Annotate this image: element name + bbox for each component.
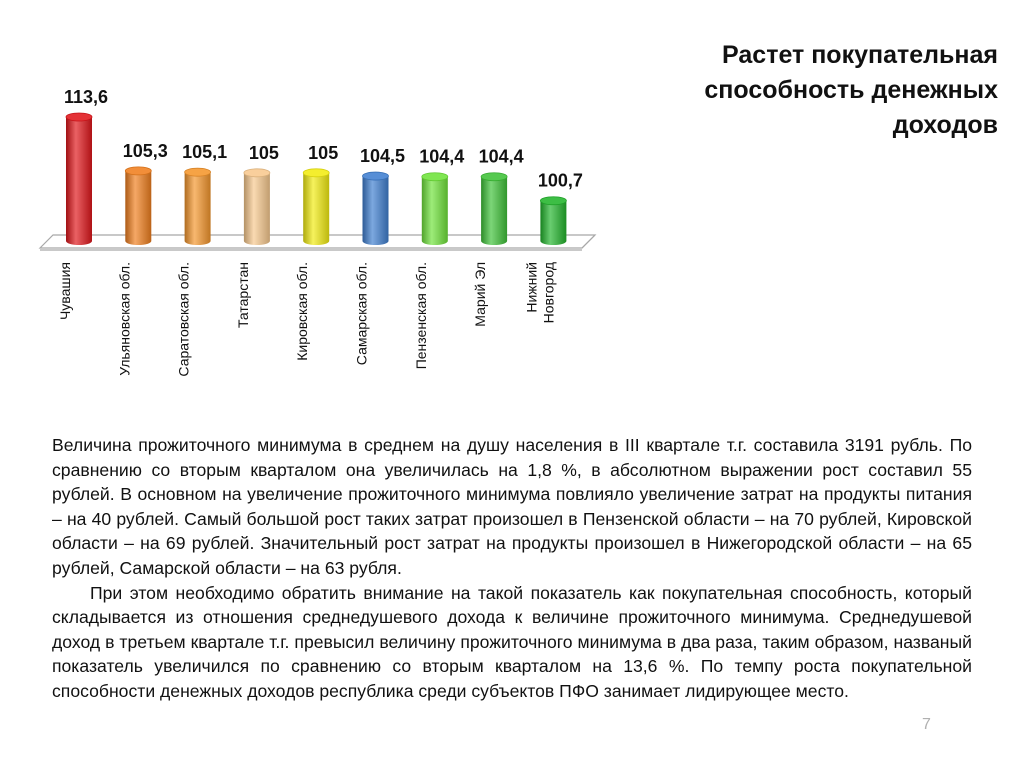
bar-top [125, 167, 151, 175]
bar-body [540, 201, 566, 245]
category-label-1: Чувашия [57, 262, 73, 321]
category-label-4: Татарстан [234, 262, 251, 329]
bar-top [363, 172, 389, 180]
category-label-5: Кировская обл. [294, 262, 311, 361]
data-label-3: 105,1 [182, 142, 228, 163]
bar-body [303, 173, 329, 245]
category-label-6: Самарская обл. [353, 262, 370, 366]
bar-body [125, 171, 151, 245]
bar-chart [0, 0, 620, 420]
data-label-6: 104,5 [359, 146, 406, 167]
bar-body [185, 172, 211, 245]
bar-7 [422, 173, 448, 245]
bar-3 [185, 168, 211, 245]
bar-6 [363, 172, 389, 245]
bar-top [481, 173, 507, 181]
body-text [52, 433, 972, 704]
data-label-5: 105 [308, 142, 339, 163]
bar-top [303, 169, 329, 177]
data-label-2: 105,3 [122, 140, 168, 161]
slide-title-line-3: доходов [892, 111, 998, 139]
bar-top [66, 113, 92, 121]
bar-body [244, 173, 270, 245]
paragraph-1: Величина прожиточного минимума в среднем на душу населения в III квартале т.г. составила 3191 рубль. По сравнению со вторым кварталом она увеличилась на 1,8 %, в абсолютном выражении рост составил 55 рублей. В основном на увеличение прожиточного минимума повлияло увеличение затрат на продукты питания – на 40 рублей. Самый большой рост таких затрат произошел в Пензенской области – на 70 рублей, Кировской области – на 69 рублей. Значительный рост затрат на продукты произошел в Нижегородской области – на 65 рублей, Самарской области – на 63 рубля. [52, 435, 972, 578]
bar-top [185, 168, 211, 176]
bar-body [66, 117, 92, 245]
slide-title [620, 38, 998, 143]
bar-top [422, 173, 448, 181]
paragraph-2: При этом необходимо обратить внимание на такой показатель как покупательная способность, который складывается из отношения среднедушевого дохода к величине прожиточного минимума. Среднедушевой доход в третьем квартале т.г. превысил величину прожиточного минимума в два раза, таким образом, названый показатель увеличился по сравнению со вторым кварталом на 13,6 %. По темпу роста покупательной способности денежных доходов республика среди субъектов ПФО занимает лидирующее место. [52, 582, 972, 701]
data-label-9: 100,7 [537, 170, 583, 191]
data-label-4: 105 [248, 142, 279, 163]
bar-top [540, 197, 566, 205]
bar-9 [540, 197, 566, 245]
slide-title-line-1: Растет покупательная [722, 41, 998, 69]
bar-body [481, 177, 507, 245]
category-label-3: Саратовская обл. [175, 262, 192, 377]
chart-floor-edge [40, 248, 582, 251]
bar-4 [244, 169, 270, 245]
bar-body [363, 176, 389, 245]
slide-title-line-2: способность денежных [704, 76, 998, 104]
data-label-1: 113,6 [63, 87, 109, 107]
bar-2 [125, 167, 151, 245]
category-label-2: Ульяновская обл. [116, 262, 133, 376]
category-label-7: Пензенская обл. [412, 262, 429, 370]
bar-1 [66, 113, 92, 245]
bar-5 [303, 169, 329, 245]
bar-top [244, 169, 270, 177]
data-label-7: 104,4 [419, 146, 465, 167]
category-label-8: Марий Эл [472, 262, 489, 327]
bar-body [422, 177, 448, 245]
category-label-9: НижнийНовгород [523, 262, 557, 324]
data-label-8: 104,4 [478, 146, 524, 167]
bar-8 [481, 173, 507, 245]
page-number: 7 [922, 716, 931, 733]
